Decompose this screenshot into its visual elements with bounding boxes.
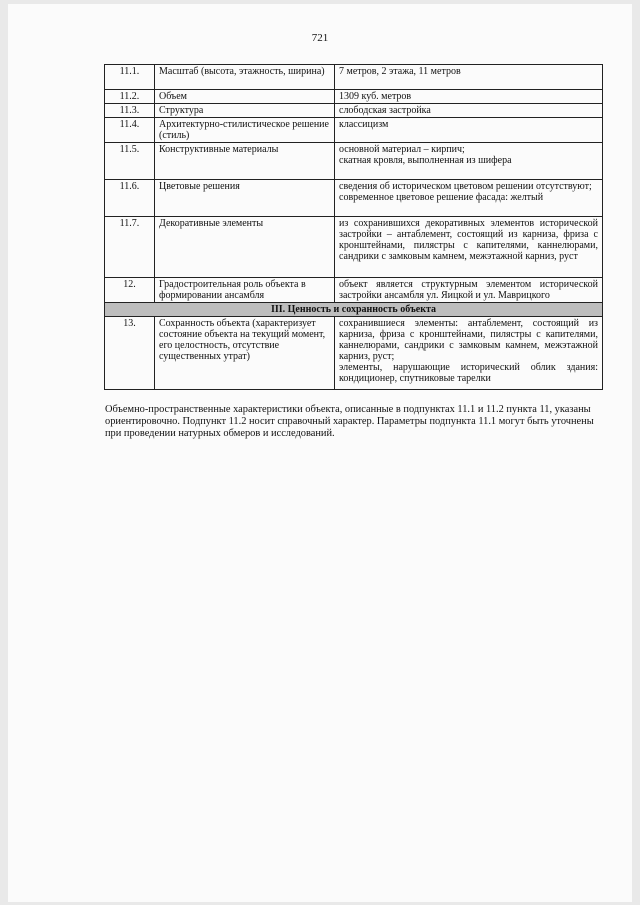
footnote-paragraph: Объемно-пространственные характеристики объекта, описанные в подпунктах 11.1 и 11.2 пункта 11, указаны ориентировочно. Подпункт 11.2 носит справочный характер. Параметры подпункта 11.1 могут быть уточнены при проведении натурных обмеров и исследований.: [105, 404, 594, 440]
value-line: 7 метров, 2 этажа, 11 метров: [339, 66, 461, 77]
row-number: 11.1.: [105, 65, 155, 90]
row-name: Декоративные элементы: [155, 217, 335, 278]
table-row: [105, 217, 603, 278]
row-value: [335, 118, 603, 143]
row-name: Структура: [155, 104, 335, 118]
table-row: [105, 180, 603, 217]
row-value: [335, 217, 603, 278]
row-number: 11.2.: [105, 90, 155, 104]
row-name: Градостроительная роль объекта в формировании ансамбля: [155, 278, 335, 303]
row-name: Конструктивные материалы: [155, 143, 335, 180]
value-line: 1309 куб. метров: [339, 91, 412, 102]
row-number: 11.7.: [105, 217, 155, 278]
row-value: [335, 317, 603, 390]
row-name: Архитектурно-стилистическое решение (стиль): [155, 118, 335, 143]
table-row: [105, 104, 603, 118]
value-line: классицизм: [339, 119, 389, 130]
value-line: скатная кровля, выполненная из шифера: [339, 155, 512, 166]
page-number: 721: [311, 32, 329, 44]
table-row: [105, 65, 603, 90]
value-line: сохранившиеся элементы: антаблемент, состоящий из карниза, фриза с кронштейнами, пилястры с капителями, каннелюрами, сандрики с замковым камнем, межэтажной карниз, руст;: [339, 318, 598, 362]
table-row: [105, 90, 603, 104]
value-line: основной материал – кирпич;: [339, 144, 465, 155]
row-number: 11.3.: [105, 104, 155, 118]
row-value: [335, 143, 603, 180]
value-line: из сохранившихся декоративных элементов исторической застройки – антаблемент, состоящий из карниза, фриза с кронштейнами, пилястры с капителями, каннелюрами, сандрики с замковым камнем, межэтажной карниз, руст: [339, 218, 598, 262]
row-number: 13.: [105, 317, 155, 390]
row-name: Масштаб (высота, этажность, ширина): [155, 65, 335, 90]
value-line: сведения об историческом цветовом решении отсутствуют;: [339, 181, 592, 192]
row-value: [335, 278, 603, 303]
table-row: [105, 317, 603, 390]
row-name: Сохранность объекта (характеризует состояние объекта на текущий момент, его целостность, отсутствие существенных утрат): [155, 317, 335, 390]
section-title: III. Ценность и сохранность объекта: [105, 303, 603, 317]
value-line: слободская застройка: [339, 105, 431, 116]
table-row: [105, 118, 603, 143]
object-characteristics-table: [104, 64, 603, 390]
row-number: 11.6.: [105, 180, 155, 217]
document-page: [8, 4, 632, 902]
row-number: 11.5.: [105, 143, 155, 180]
table-row: [105, 278, 603, 303]
row-name: Цветовые решения: [155, 180, 335, 217]
section-header-row: [105, 303, 603, 317]
value-line: элементы, нарушающие исторический облик здания: кондиционер, спутниковые тарелки: [339, 362, 598, 384]
row-value: [335, 65, 603, 90]
row-number: 11.4.: [105, 118, 155, 143]
row-value: [335, 104, 603, 118]
table-row: [105, 143, 603, 180]
row-value: [335, 180, 603, 217]
row-value: [335, 90, 603, 104]
value-line: современное цветовое решение фасада: желтый: [339, 192, 544, 203]
value-line: объект является структурным элементом исторической застройки ансамбля ул. Яицкой и ул. Маврицкого: [339, 279, 598, 301]
row-name: Объем: [155, 90, 335, 104]
row-number: 12.: [105, 278, 155, 303]
